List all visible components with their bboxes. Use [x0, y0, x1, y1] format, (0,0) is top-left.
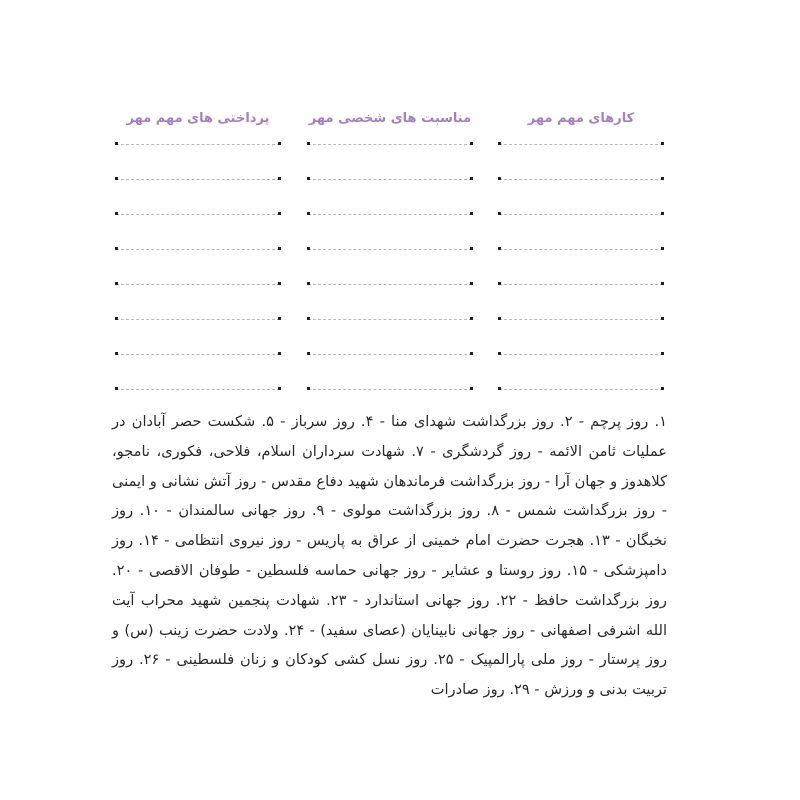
writing-line[interactable] [116, 249, 280, 250]
line-endpoint [498, 387, 501, 390]
line-endpoint [661, 247, 664, 250]
line-endpoint [470, 212, 473, 215]
line-endpoint [661, 282, 664, 285]
line-endpoint [115, 352, 118, 355]
writing-line[interactable] [308, 284, 472, 285]
line-endpoint [661, 177, 664, 180]
writing-line[interactable] [499, 144, 663, 145]
column-title-personal-occasions: مناسبت های شخصی مهر [308, 111, 472, 126]
writing-line[interactable] [116, 389, 280, 390]
line-endpoint [115, 142, 118, 145]
line-endpoint [115, 247, 118, 250]
line-endpoint [661, 387, 664, 390]
writing-line[interactable] [499, 354, 663, 355]
line-endpoint [661, 142, 664, 145]
line-endpoint [278, 212, 281, 215]
writing-line[interactable] [116, 179, 280, 180]
line-endpoint [470, 352, 473, 355]
line-endpoint [115, 387, 118, 390]
column-payments [116, 108, 280, 130]
writing-line[interactable] [499, 319, 663, 320]
line-endpoint [470, 282, 473, 285]
line-endpoint [278, 177, 281, 180]
line-endpoint [498, 247, 501, 250]
line-endpoint [115, 212, 118, 215]
writing-line[interactable] [499, 284, 663, 285]
writing-line[interactable] [499, 179, 663, 180]
line-endpoint [278, 317, 281, 320]
line-endpoint [278, 282, 281, 285]
column-title-tasks: کارهای مهم مهر [527, 111, 635, 126]
writing-line[interactable] [116, 354, 280, 355]
writing-line[interactable] [308, 319, 472, 320]
writing-line[interactable] [308, 144, 472, 145]
line-endpoint [661, 212, 664, 215]
writing-line[interactable] [308, 249, 472, 250]
writing-line[interactable] [499, 389, 663, 390]
writing-line[interactable] [116, 214, 280, 215]
line-endpoint [278, 387, 281, 390]
line-endpoint [470, 142, 473, 145]
line-endpoint [307, 247, 310, 250]
line-endpoint [498, 317, 501, 320]
line-endpoint [278, 247, 281, 250]
line-endpoint [661, 352, 664, 355]
writing-line[interactable] [116, 319, 280, 320]
column-tasks [499, 108, 663, 130]
line-endpoint [307, 352, 310, 355]
line-endpoint [470, 387, 473, 390]
writing-line[interactable] [308, 354, 472, 355]
writing-line[interactable] [308, 214, 472, 215]
line-endpoint [470, 247, 473, 250]
writing-line[interactable] [308, 179, 472, 180]
line-endpoint [470, 317, 473, 320]
column-title-payments: پرداختی های مهم مهر [126, 111, 270, 126]
writing-line[interactable] [308, 389, 472, 390]
line-endpoint [498, 282, 501, 285]
line-endpoint [115, 282, 118, 285]
line-endpoint [470, 177, 473, 180]
line-endpoint [307, 212, 310, 215]
line-endpoint [307, 282, 310, 285]
line-endpoint [278, 142, 281, 145]
line-endpoint [115, 177, 118, 180]
line-endpoint [498, 212, 501, 215]
line-endpoint [307, 317, 310, 320]
writing-line[interactable] [116, 284, 280, 285]
line-endpoint [498, 177, 501, 180]
line-endpoint [115, 317, 118, 320]
writing-line[interactable] [116, 144, 280, 145]
line-endpoint [278, 352, 281, 355]
occasions-list: ۱. روز پرچم - ۲. روز بزرگداشت شهدای منا - ۴. روز سرباز - ۵. شکست حصر آبادان در عملیات ثامن الائمه - روز گردشگری - ۷. شهادت سرداران اسلام، فلاحی، فکوری، نامجو، کلاهدوز و جهان آرا - روز بزرگداشت فرماندهان شهید دفاع مقدس - روز آتش نشانی و ایمنی - روز بزرگداشت شمس - ۸. روز بزرگداشت مولوی - ۹. روز جهانی سالمندان - ۱۰. روز نخبگان - ۱۳. هجرت حضرت امام خمینی از عراق به پاریس - روز نیروی انتظامی - ۱۴. روز دامپزشکی - ۱۵. روز روستا و عشایر - روز جهانی حماسه فلسطین - طوفان الاقصی - ۲۰. روز بزرگداشت حافظ - ۲۲. روز جهانی استاندارد - ۲۳. شهادت پنجمین شهید محراب آیت الله اشرفی اصفهانی - روز جهانی نابینایان (عصای سفید) - ۲۴. ولادت حضرت زینب (س) و روز پرستار - روز ملی پارالمپیک - ۲۵. روز نسل کشی کودکان و زنان فلسطینی - ۲۶. روز تربیت بدنی و ورزش - ۲۹. روز صادرات [112, 413, 667, 699]
line-endpoint [307, 177, 310, 180]
column-personal-occasions [308, 108, 472, 130]
line-endpoint [307, 387, 310, 390]
line-endpoint [498, 142, 501, 145]
line-endpoint [498, 352, 501, 355]
writing-line[interactable] [499, 249, 663, 250]
line-endpoint [661, 317, 664, 320]
writing-line[interactable] [499, 214, 663, 215]
line-endpoint [307, 142, 310, 145]
